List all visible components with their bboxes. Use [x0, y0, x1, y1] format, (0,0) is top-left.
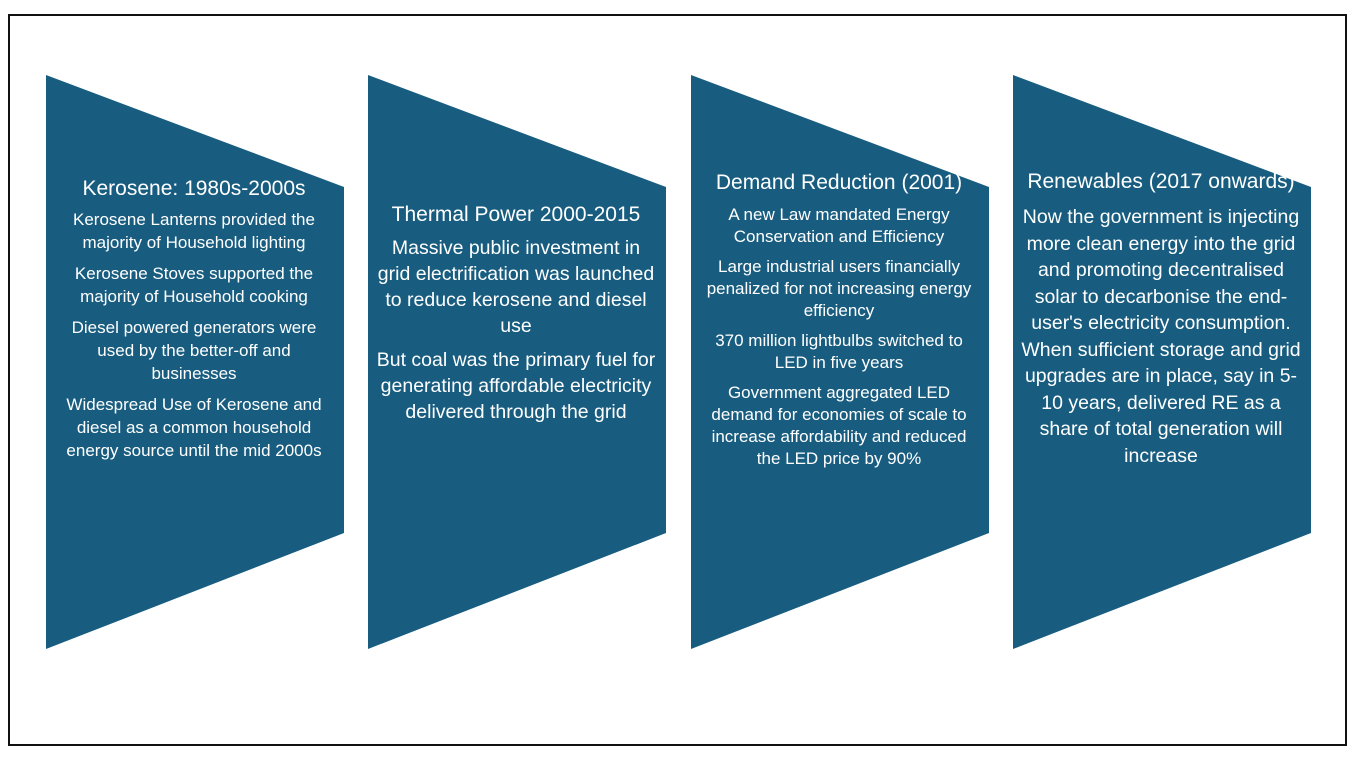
stage-demand-reduction-point-law: A new Law mandated Energy Conservation and Efficiency [728, 205, 950, 246]
stage-demand-reduction-heading: Demand Reduction (2001) [715, 171, 963, 194]
stage-thermal-power-heading: Thermal Power 2000-2015 [391, 203, 641, 226]
stage-demand-reduction-point-lightbulbs: 370 million lightbulbs switched to LED in five years [715, 331, 963, 372]
stage-demand-reduction-content [699, 163, 979, 478]
stage-demand-reduction-point-led-price: Government aggregated LED demand for economies of scale to increase affordability and reduced the LED price by 90% [711, 383, 967, 468]
stage-renewables-point-clean-energy: Now the government is injecting more clean energy into the grid and promoting decentralised solar to decarbonise the end-user's electricity consumption. When sufficient storage and grid upgrades are in place, say in 5-10 years, delivered RE as a share of total generation will increase [1021, 206, 1301, 467]
stage-demand-reduction-point-industrial: Large industrial users financially penalized for not increasing energy efficiency [706, 257, 972, 320]
stage-renewables [1013, 75, 1311, 649]
stage-thermal-power [368, 75, 666, 649]
stage-kerosene-point-lanterns: Kerosene Lanterns provided the majority of Household lighting [73, 210, 315, 252]
stage-kerosene-point-generators: Diesel powered generators were used by the better-off and businesses [71, 318, 317, 383]
stage-kerosene-point-stoves: Kerosene Stoves supported the majority of Household cooking [74, 264, 314, 306]
stage-thermal-power-content [376, 201, 656, 433]
stage-thermal-power-point-investment: Massive public investment in grid electrification was launched to reduce kerosene and diesel use [377, 237, 655, 337]
stage-kerosene-heading: Kerosene: 1980s-2000s [82, 177, 306, 200]
stage-kerosene-point-widespread: Widespread Use of Kerosene and diesel as a common household energy source until the mid 2000s [66, 395, 322, 460]
stage-kerosene-content [54, 173, 334, 470]
stage-renewables-content [1021, 167, 1301, 477]
stage-demand-reduction [691, 75, 989, 649]
stage-renewables-heading: Renewables (2017 onwards) [1027, 170, 1295, 193]
stage-thermal-power-point-coal: But coal was the primary fuel for generating affordable electricity delivered through the grid [376, 349, 656, 423]
stage-kerosene [46, 75, 344, 649]
